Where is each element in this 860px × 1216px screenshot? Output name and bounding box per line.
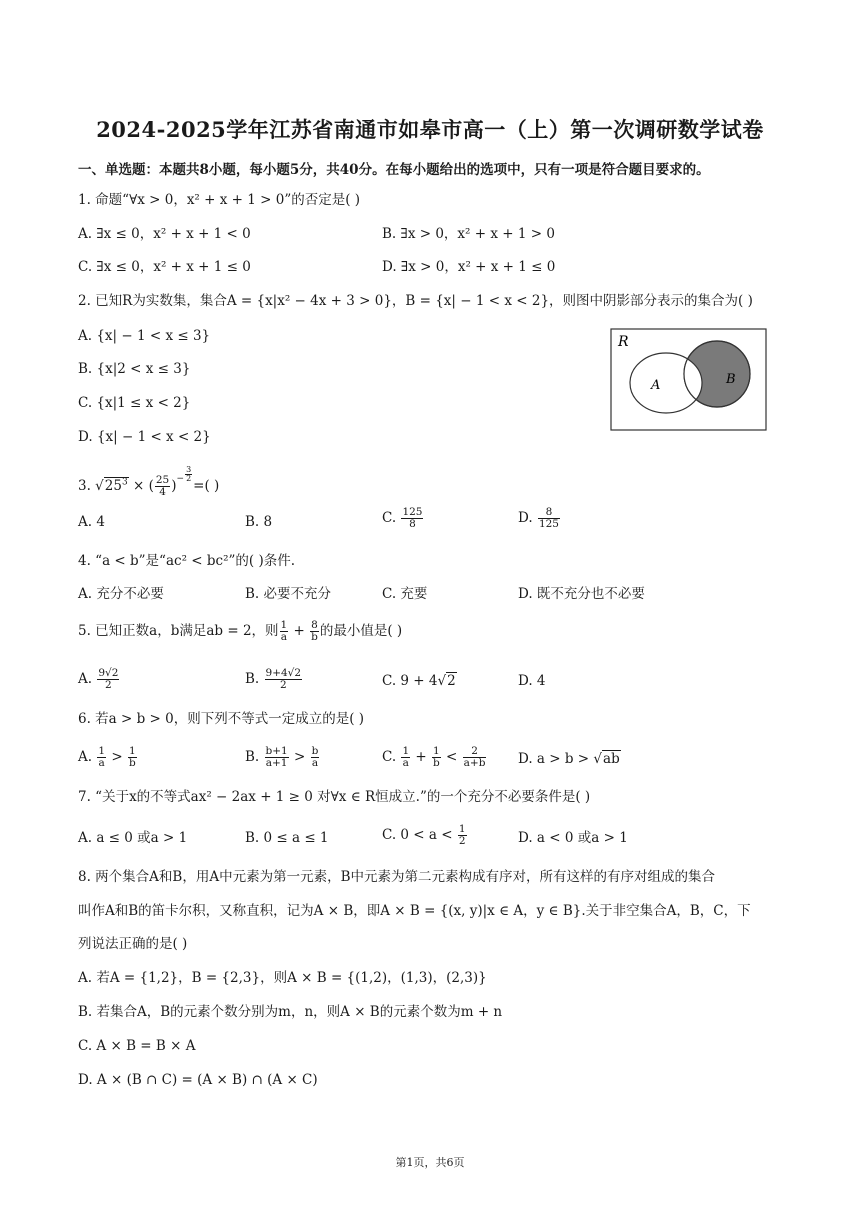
venn-diagram — [610, 328, 768, 432]
question-8-option-c: C. A × B = B × A — [78, 1038, 196, 1054]
question-6-stem: 6. 若a > b > 0，则下列不等式一定成立的是( ) — [78, 711, 365, 727]
q3-times: × ( — [128, 478, 154, 494]
question-8-option-b: B. 若集合A，B的元素个数分别为m，n，则A × B的元素个数为m + n — [78, 1004, 503, 1020]
q3-fraction: $\frac{25}{4}$ — [155, 474, 170, 498]
question-8-option-a: A. 若A = {1,2}，B = {2,3}，则A × B = {(1,2)，(1,3)，(2,3)} — [78, 970, 487, 986]
q3-radicand-exponent: 3 — [121, 477, 128, 488]
question-8-stem-line-1: 8. 两个集合A和B，用A中元素为第一元素，B中元素为第二元素构成有序对，所有这样的有序对组成的集合 — [78, 869, 716, 885]
q3-number: 3. — [78, 478, 96, 494]
question-5-option-d: D. 4 — [518, 673, 546, 689]
question-4-option-d: D. 既不充分也不必要 — [518, 586, 645, 602]
question-6-option-b: B. $\frac{b+1}{a+1}$ > $\frac{b}{a}$ — [245, 745, 319, 769]
question-7-option-b: B. 0 ≤ a ≤ 1 — [245, 830, 329, 846]
question-3-option-c: C. $\frac{125}{8}$ — [382, 506, 423, 530]
question-4-option-a: A. 充分不必要 — [78, 586, 164, 602]
question-7-stem: 7. “关于x的不等式ax² − 2ax + 1 ≥ 0 对∀x ∈ R恒成立.”的一个充分不必要条件是( ) — [78, 789, 591, 805]
venn-label-universe: R — [618, 334, 629, 350]
question-7-option-d: D. a < 0 或a > 1 — [518, 830, 628, 846]
question-7-option-c: C. 0 < a < $\frac{1}{2}$ — [382, 823, 466, 847]
question-6-option-c: C. $\frac{1}{a}$ + $\frac{1}{b}$ < $\frac{2}{a+b}$ — [382, 745, 486, 769]
question-1-stem: 1. 命题“∀x > 0，x² + x + 1 > 0”的否定是( ) — [78, 192, 361, 208]
question-5-option-b: B. $\frac{9+4√2}{2}$ — [245, 667, 302, 691]
question-5-option-c: C. 9 + 4√2 — [382, 673, 456, 689]
question-3-option-b: B. 8 — [245, 514, 273, 530]
question-7-option-a: A. a ≤ 0 或a > 1 — [78, 830, 188, 846]
question-1-option-c: C. ∃x ≤ 0，x² + x + 1 ≤ 0 — [78, 259, 251, 275]
q3-exponent-fraction: $\frac{3}{2}$ — [186, 465, 192, 483]
question-1-option-a: A. ∃x ≤ 0，x² + x + 1 < 0 — [78, 226, 251, 242]
q3-radicand: 25 — [104, 478, 122, 494]
question-6-option-d: D. a > b > √ab — [518, 751, 620, 767]
question-8-stem-line-3: 列说法正确的是( ) — [78, 936, 188, 952]
question-8-option-d: D. A × (B ∩ C) = (A × B) ∩ (A × C) — [78, 1072, 318, 1088]
question-5-stem: 5. 已知正数a，b满足ab = 2，则 $\frac{1}{a}$ + $\frac{8}{b}$ 的最小值是( ) — [78, 619, 403, 643]
question-2-option-c: C. {x|1 ≤ x < 2} — [78, 395, 191, 411]
question-8-stem-line-2: 叫作A和B的笛卡尔积，又称直积，记为A × B，即A × B = {(x, y)|x ∈ A，y ∈ B}.关于非空集合A，B，C，下 — [78, 903, 751, 919]
question-3-stem: 3. $√25^3$ × ( $\frac{25}{4}$ )− $\frac{3}{2}$ =( ) — [78, 465, 220, 498]
question-6-option-a: A. $\frac{1}{a}$ > $\frac{1}{b}$ — [78, 745, 136, 769]
question-2-stem: 2. 已知R为实数集，集合A = {x|x² − 4x + 3 > 0}，B = {x| − 1 < x < 2}，则图中阴影部分表示的集合为( ) — [78, 293, 753, 309]
question-4-option-b: B. 必要不充分 — [245, 586, 332, 602]
question-2-option-a: A. {x| − 1 < x ≤ 3} — [78, 328, 211, 344]
q3-suffix: =( ) — [193, 478, 220, 494]
question-2-option-d: D. {x| − 1 < x < 2} — [78, 429, 211, 445]
venn-label-a: A — [651, 378, 661, 393]
question-1-option-b: B. ∃x > 0，x² + x + 1 > 0 — [382, 226, 555, 242]
page-title: 2024-2025学年江苏省南通市如皋市高一（上）第一次调研数学试卷 — [96, 117, 764, 142]
section-heading: 一、单选题：本题共8小题，每小题5分，共40分。在每小题给出的选项中，只有一项是符合题目要求的。 — [78, 162, 710, 178]
question-2-option-b: B. {x|2 < x ≤ 3} — [78, 361, 191, 377]
q3-close-paren: ) — [171, 478, 177, 494]
question-5-option-a: A. $\frac{9√2}{2}$ — [78, 667, 119, 691]
venn-label-b: B — [726, 372, 736, 387]
page-footer: 第1页，共6页 — [395, 1156, 465, 1169]
question-3-option-d: D. $\frac{8}{125}$ — [518, 506, 559, 530]
question-1-option-d: D. ∃x > 0，x² + x + 1 ≤ 0 — [382, 259, 556, 275]
question-3-option-a: A. 4 — [78, 514, 105, 530]
question-4-stem: 4. “a < b”是“ac² < bc²”的( )条件. — [78, 553, 296, 569]
question-4-option-c: C. 充要 — [382, 586, 428, 602]
q3-exponent-sign: − — [176, 474, 185, 484]
